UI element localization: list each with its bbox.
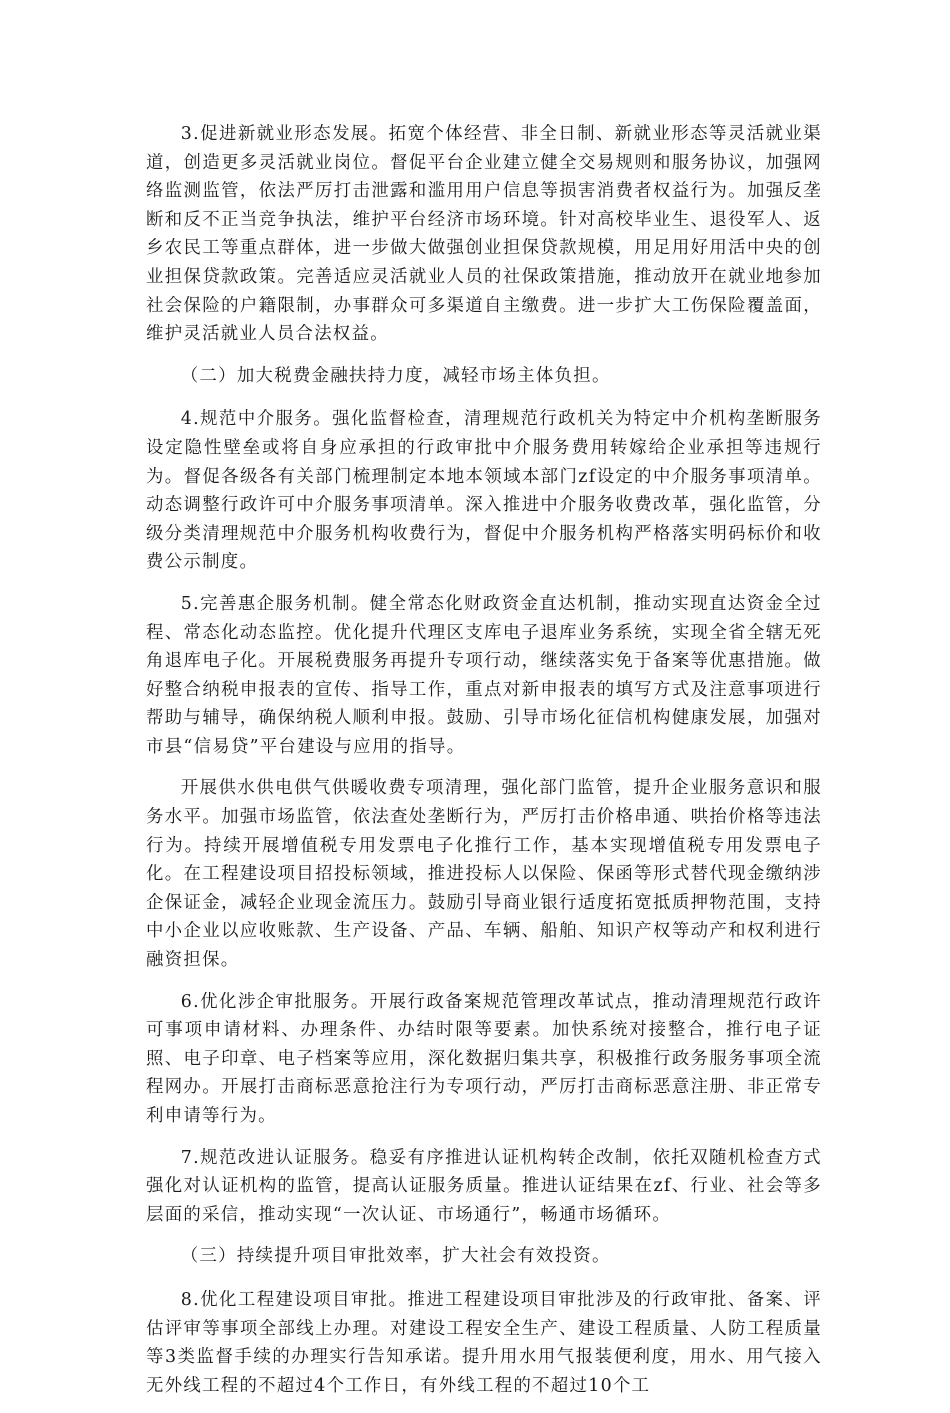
paragraph-item-4: 4.规范中介服务。强化监督检查，清理规范行政机关为特定中介机构垄断服务设定隐性壁垒或将自身应承担的行政审批中介服务费用转嫁给企业承担等违规行为。督促各级各有关部门梳理制定本地本领域本部门zf设定的中介服务事项清单。动态调整行政许可中介服务事项清单。深入推进中介服务收费改革，强化监管，分级分类清理规范中介服务机构收费行为，督促中介服务机构严格落实明码标价和收费公示制度。: [146, 409, 822, 573]
paragraph-item-6: 6.优化涉企审批服务。开展行政备案规范管理改革试点，推动清理规范行政许可事项申请材料、办理条件、办结时限等要素。加快系统对接整合，推行电子证照、电子印章、电子档案等应用，深化数据归集共享，积极推行政务服务事项全流程网办。开展打击商标恶意抢注行为专项行动，严厉打击商标恶意注册、非正常专利申请等行为。: [146, 991, 822, 1126]
paragraph-item-8: 8.优化工程建设项目审批。推进工程建设项目审批涉及的行政审批、备案、评估评审等事项全部线上办理。对建设工程安全生产、建设工程质量、人防工程质量等3类监督手续的办理实行告知承诺。提升用水用气报装便利度，用水、用气接入无外线工程的不超过4个工作日，有外线工程的不超过10个工: [146, 1289, 822, 1396]
paragraph-item-3: 3.促进新就业形态发展。拓宽个体经营、非全日制、新就业形态等灵活就业渠道，创造更多灵活就业岗位。督促平台企业建立健全交易规则和服务协议，加强网络监测监管，依法严厉打击泄露和滥用用户信息等损害消费者权益行为。加强反垄断和反不正当竞争执法，维护平台经济市场环境。针对高校毕业生、退役军人、返乡农民工等重点群体，进一步做大做强创业担保贷款规模，用足用好用活中央的创业担保贷款政策。完善适应灵活就业人员的社保政策措施，推动放开在就业地参加社会保险的户籍限制，办事群众可多渠道自主缴费。进一步扩大工伤保险覆盖面，维护灵活就业人员合法权益。: [146, 124, 822, 345]
paragraph-fee-cleanup: 开展供水供电供气供暖收费专项清理，强化部门监管，提升企业服务意识和服务水平。加强市场监管，依法查处垄断行为，严厉打击价格串通、哄抬价格等违法行为。持续开展增值税专用发票电子化推行工作，基本实现增值税专用发票电子化。在工程建设项目招投标领域，推进投标人以保险、保函等形式替代现金缴纳涉企保证金，减轻企业现金流压力。鼓励引导商业银行适度拓宽抵质押物范围，支持中小企业以应收账款、生产设备、产品、车辆、船舶、知识产权等动产和权利进行融资担保。: [146, 778, 822, 971]
section-heading-3: （三）持续提升项目审批效率，扩大社会有效投资。: [180, 1246, 611, 1267]
document-body: [146, 120, 822, 1413]
paragraph-item-7: 7.规范改进认证服务。稳妥有序推进认证机构转企改制，依托双随机检查方式强化对认证机构的监管，提高认证服务质量。推进认证结果在zf、行业、社会等多层面的采信，推动实现“一次认证、市场通行”，畅通市场循环。: [146, 1147, 822, 1225]
paragraph-item-5: 5.完善惠企服务机制。健全常态化财政资金直达机制，推动实现直达资金全过程、常态化动态监控。优化提升代理区支库电子退库业务系统，实现全省全辖无死角退库电子化。开展税费服务再提升专项行动，继续落实免于备案等优惠措施。做好整合纳税申报表的宣传、指导工作，重点对新申报表的填写方式及注意事项进行帮助与辅导，确保纳税人顺利申报。鼓励、引导市场化征信机构健康发展，加强对市县“信易贷”平台建设与应用的指导。: [146, 593, 822, 757]
section-heading-2: （二）加大税费金融扶持力度，减轻市场主体负担。: [180, 365, 611, 386]
